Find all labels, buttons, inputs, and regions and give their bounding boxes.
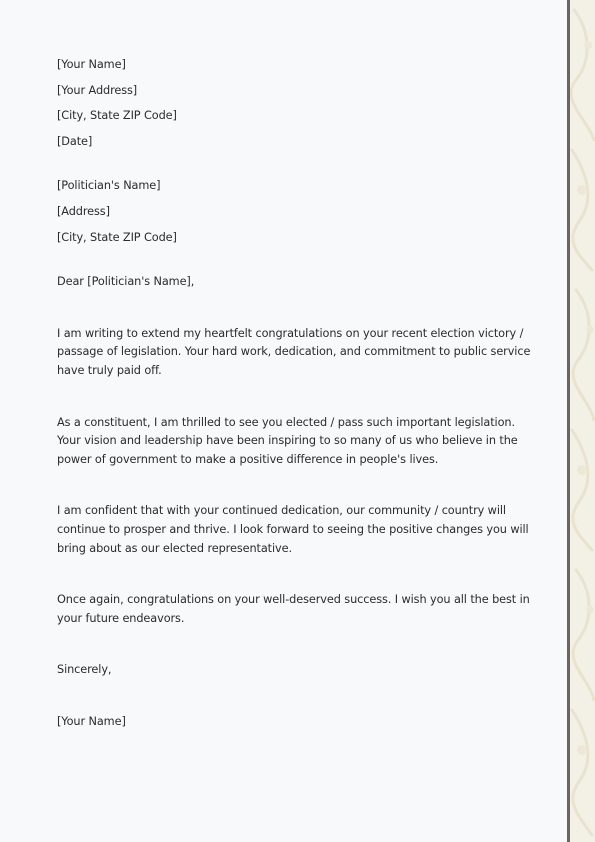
sender-city-state-zip: [City, State ZIP Code]	[57, 109, 177, 123]
paragraph-4	[57, 591, 537, 628]
signature-name: [Your Name]	[57, 714, 126, 728]
paragraph-2	[57, 414, 537, 470]
closing: Sincerely,	[57, 663, 112, 677]
letter-content	[57, 56, 537, 731]
paragraph-line: have truly paid off.	[57, 363, 162, 377]
paragraph-line: bring about as our elected representative.	[57, 541, 292, 555]
paragraph-line: Your vision and leadership have been inspiring to so many of us who believe in the	[57, 434, 518, 448]
paragraph-line: Once again, congratulations on your well-deserved success. I wish you all the best in	[57, 593, 530, 607]
decorative-swirl-border	[570, 0, 595, 842]
sender-block	[57, 56, 537, 151]
recipient-address: [Address]	[57, 204, 110, 218]
swirl-pattern-icon	[570, 0, 595, 842]
sender-name: [Your Name]	[57, 58, 126, 71]
recipient-block	[57, 177, 537, 247]
paragraph-line: power of government to make a positive difference in people's lives.	[57, 452, 439, 466]
recipient-city-state-zip: [City, State ZIP Code]	[57, 230, 177, 244]
paragraph-1	[57, 325, 537, 381]
salutation: Dear [Politician's Name],	[57, 275, 195, 289]
recipient-name: [Politician's Name]	[57, 179, 161, 193]
paragraph-line: continue to prosper and thrive. I look forward to seeing the positive changes you will	[57, 522, 529, 536]
paragraph-line: I am confident that with your continued dedication, our community / country will	[57, 504, 506, 518]
paragraph-line: your future endeavors.	[57, 611, 185, 625]
paragraph-3	[57, 502, 537, 558]
letter-date: [Date]	[57, 134, 93, 148]
paragraph-line: As a constituent, I am thrilled to see you elected / pass such important legislation.	[57, 415, 515, 429]
paragraph-line: passage of legislation. Your hard work, dedication, and commitment to public service	[57, 345, 531, 359]
paragraph-line: I am writing to extend my heartfelt congratulations on your recent election victory /	[57, 326, 524, 340]
sender-address: [Your Address]	[57, 83, 138, 97]
